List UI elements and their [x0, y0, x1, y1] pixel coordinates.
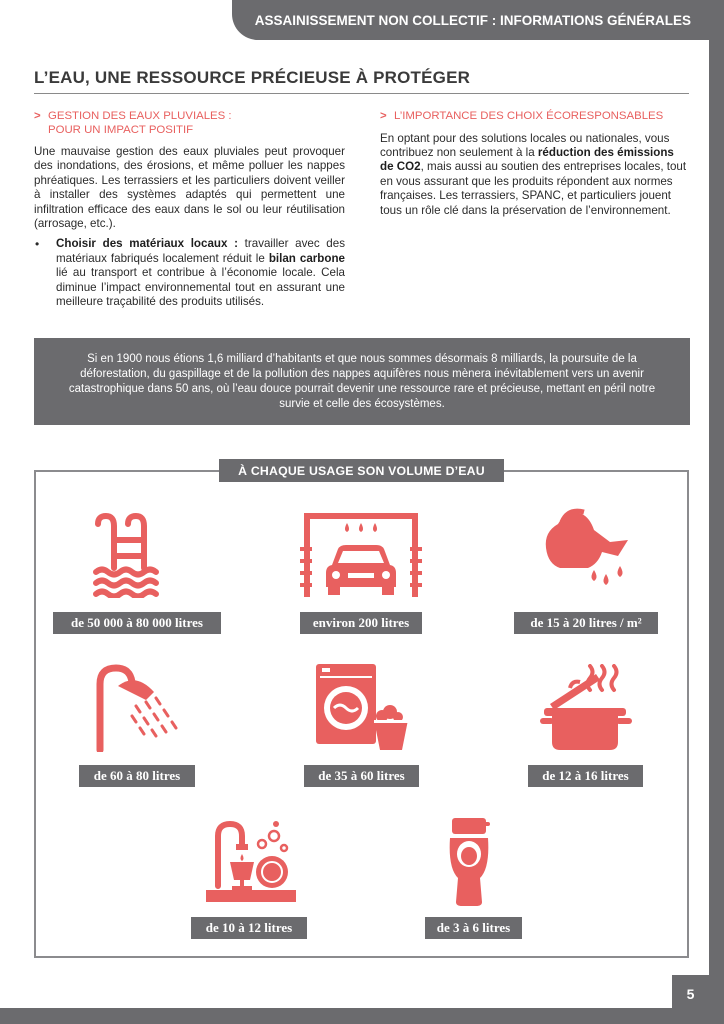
local-materials-text-part1: travailler avec des matériaux fabriqués localement réduit le: [56, 237, 345, 265]
local-materials-bullet: [34, 237, 345, 309]
shower-icon: [92, 662, 184, 752]
car-wash-icon: [300, 509, 422, 599]
volume-label-car-wash: environ 200 litres: [300, 612, 422, 634]
rainwater-paragraph: Une mauvaise gestion des eaux pluviales peut provoquer des inondations, des érosions, et même polluer les nappes phréatiques. Les terrassiers et les particuliers doivent veiller à installer des systèmes adaptés qui permettent une infiltration efficace des eaux dans le sol ou leur réutilisation (arrosage, etc.).: [34, 145, 345, 231]
volume-label-washing-machine: de 35 à 60 litres: [304, 765, 419, 787]
local-materials-text: [56, 237, 345, 309]
watering-can-icon: [540, 508, 632, 590]
eco-choices-text-part2: , mais aussi au soutien des entreprises locales, tout en vous assurant que les produits répondent aux normes françaises. Les terrassiers, SPANC, et particuliers jouent tous un rôle clé dans la préservation de l’environnement.: [380, 160, 687, 217]
carbon-footprint-term: bilan carbone: [268, 251, 345, 265]
page-title: L’EAU, UNE RESSOURCE PRÉCIEUSE À PROTÉGER: [34, 68, 689, 94]
eco-choices-heading: [380, 110, 690, 124]
page-number: 5: [672, 975, 709, 1012]
left-column: [34, 110, 345, 309]
eco-choices-paragraph: [380, 132, 690, 218]
rainwater-heading: [34, 110, 345, 137]
volume-label-pool: de 50 000 à 80 000 litres: [53, 612, 221, 634]
section-header: [232, 0, 709, 40]
rainwater-heading-line1: GESTION DES EAUX PLUVIALES :: [48, 110, 232, 122]
volume-label-toilet: de 3 à 6 litres: [425, 917, 522, 939]
bullet-dot-icon: •: [35, 237, 40, 252]
cooking-pot-icon: [540, 664, 634, 752]
washing-machine-icon: [312, 662, 410, 752]
chevron-right-icon: >: [34, 110, 41, 122]
highlight-box-text: Si en 1900 nous étions 1,6 milliard d’habitants et que nous sommes désormais 8 milliards, la poursuite de la déforestation, du gaspillage et de la pollution des nappes aquifères nous mènera inévitablement vers un avenir catastrophique dans 50 ans, où l’eau douce pourrait devenir une ressource rare et précieuse, mettant en péril notre survie et celle des écosystèmes.: [68, 353, 656, 410]
co2-reduction-term: réduction des émissions de CO2: [380, 145, 674, 174]
eco-choices-heading-text: L’IMPORTANCE DES CHOIX ÉCORESPONSABLES: [394, 110, 664, 122]
volume-label-dishwashing: de 10 à 12 litres: [191, 917, 307, 939]
right-edge-stripe: [709, 0, 724, 1024]
water-usage-title: À CHAQUE USAGE SON VOLUME D’EAU: [219, 459, 504, 482]
toilet-icon: [444, 816, 494, 908]
rainwater-heading-line2: POUR UN IMPACT POSITIF: [48, 123, 194, 136]
highlight-box: [34, 338, 690, 425]
volume-label-cooking: de 12 à 16 litres: [528, 765, 643, 787]
volume-label-shower: de 60 à 80 litres: [79, 765, 195, 787]
dishwashing-icon: [206, 818, 296, 906]
local-materials-text-part2: lié au transport et contribue à l’économie locale. Cela diminue l’impact environnemental tout en assurant une meilleure traçabilité des produits utilisés.: [56, 266, 345, 309]
chevron-right-icon: >: [380, 110, 387, 122]
volume-label-watering: de 15 à 20 litres / m²: [514, 612, 658, 634]
section-header-title: ASSAINISSEMENT NON COLLECTIF : INFORMATIONS GÉNÉRALES: [254, 12, 691, 28]
eco-choices-text-part1: En optant pour des solutions locales ou nationales, vous contribuez non seulement à la: [380, 131, 670, 159]
local-materials-lead: Choisir des matériaux locaux :: [56, 237, 238, 251]
right-column: [380, 110, 690, 218]
swimming-pool-icon: [92, 510, 162, 598]
bottom-edge-stripe: [0, 1008, 724, 1024]
